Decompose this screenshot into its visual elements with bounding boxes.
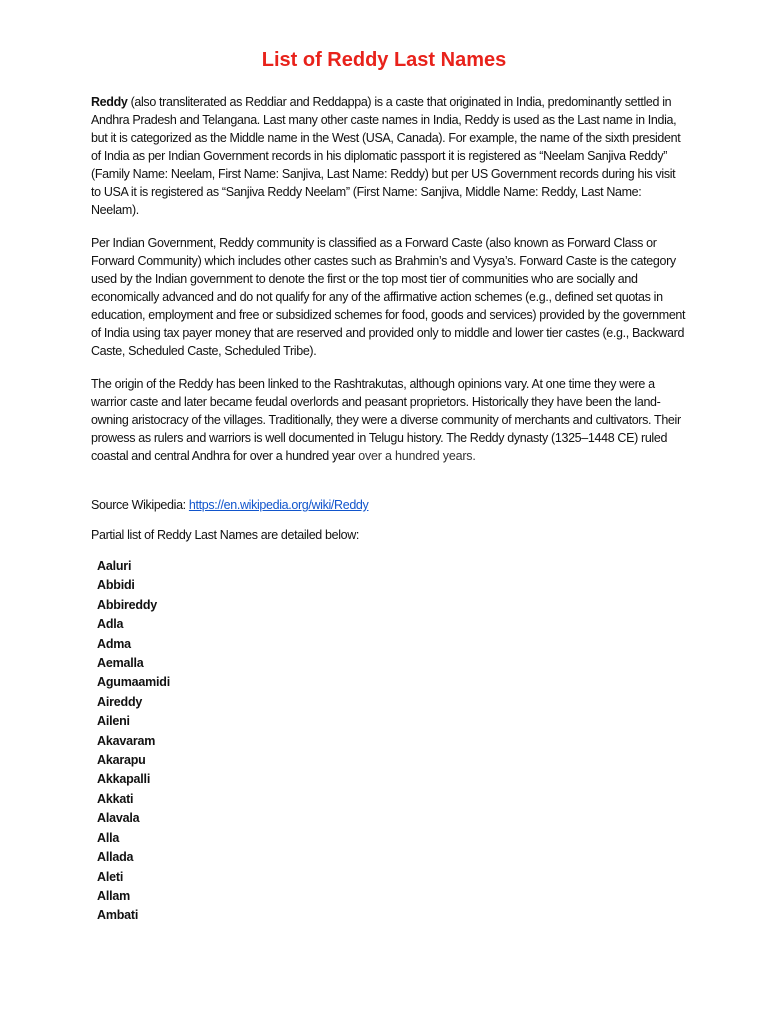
list-item: Alla xyxy=(97,830,120,845)
list-item: Aileni xyxy=(97,714,130,729)
source-line xyxy=(91,496,687,514)
list-item: Agumaamidi xyxy=(97,675,171,690)
paragraph-origin xyxy=(91,375,687,465)
list-item: Aaluri xyxy=(97,559,132,573)
list-item: Akkapalli xyxy=(97,772,151,787)
origin-text: The origin of the Reddy has been linked to the Rashtrakutas, although opinions vary. At one time they were a warrior caste and later became feudal overlords and peasant proprietors. Historically they have been the land-owning aristocracy of the villages. Traditionally, they were a diverse community of merchants and cultivators. Their prowess as rulers and warriors is well documented in Telugu history. The Reddy dynasty (1325–1448 CE) ruled coastal and central Andhra for over a hundred year xyxy=(91,377,681,463)
last-names-list xyxy=(97,557,170,926)
list-item: Akavaram xyxy=(97,733,156,748)
page-title: List of Reddy Last Names xyxy=(261,49,507,71)
list-item: Aemalla xyxy=(97,656,144,671)
intro-text: (also transliterated as Reddiar and Reddappa) is a caste that originated in India, predominantly settled in Andhra Pradesh and Telangana. Last many other caste names in India, Reddy is used as the Last name in India, but it is categorized as the Middle name in the West (USA, Canada). For example, the name of the sixth president of India as per Indian Government records in his diplomatic passport it is registered as “Neelam Sanjiva Reddy” (Family Name: Neelam, First Name: Sanjiva, Last Name: Reddy) but per US Government records during his visit to USA it is registered as “Sanjiva Reddy Neelam” (First Name: Sanjiva, Middle Name: Reddy, Last Name: Neelam). xyxy=(91,95,681,217)
origin-tail-text: over a hundred years. xyxy=(354,449,476,463)
list-item: Adla xyxy=(97,617,124,632)
list-item: Alavala xyxy=(97,811,140,826)
source-label: Source Wikipedia: xyxy=(91,498,189,512)
intro-lead-term: Reddy xyxy=(91,95,128,109)
paragraph-intro xyxy=(91,93,687,219)
list-item: Abbireddy xyxy=(97,597,158,612)
list-item: Allada xyxy=(97,850,134,865)
list-item: Akarapu xyxy=(97,753,146,768)
partial-list-intro: Partial list of Reddy Last Names are detailed below: xyxy=(91,528,360,542)
list-item: Allam xyxy=(97,888,131,903)
paragraph-forward-caste: Per Indian Government, Reddy community is classified as a Forward Caste (also known as Forward Class or Forward Community) which includes other castes such as Brahmin’s and Vysya’s. Forward Caste is the category used by the Indian government to denote the first or the top most tier of communities who are socially and economically advanced and do not qualify for any of the affirmative action schemes (e.g., defined set quotas in education, employment and free or subsidized schemes for food, goods and services) provided by the government of India using tax payer money that are reserved and provided only to middle and lower tier castes (e.g., Backward Caste, Scheduled Caste, Scheduled Tribe). xyxy=(91,236,686,358)
source-link[interactable]: https://en.wikipedia.org/wiki/Reddy xyxy=(188,498,369,512)
list-item: Aireddy xyxy=(97,694,143,709)
list-item: Adma xyxy=(97,636,131,651)
list-item: Ambati xyxy=(97,908,139,923)
list-item: Akkati xyxy=(97,791,134,806)
list-item: Aleti xyxy=(97,869,124,884)
list-item: Abbidi xyxy=(97,578,135,593)
